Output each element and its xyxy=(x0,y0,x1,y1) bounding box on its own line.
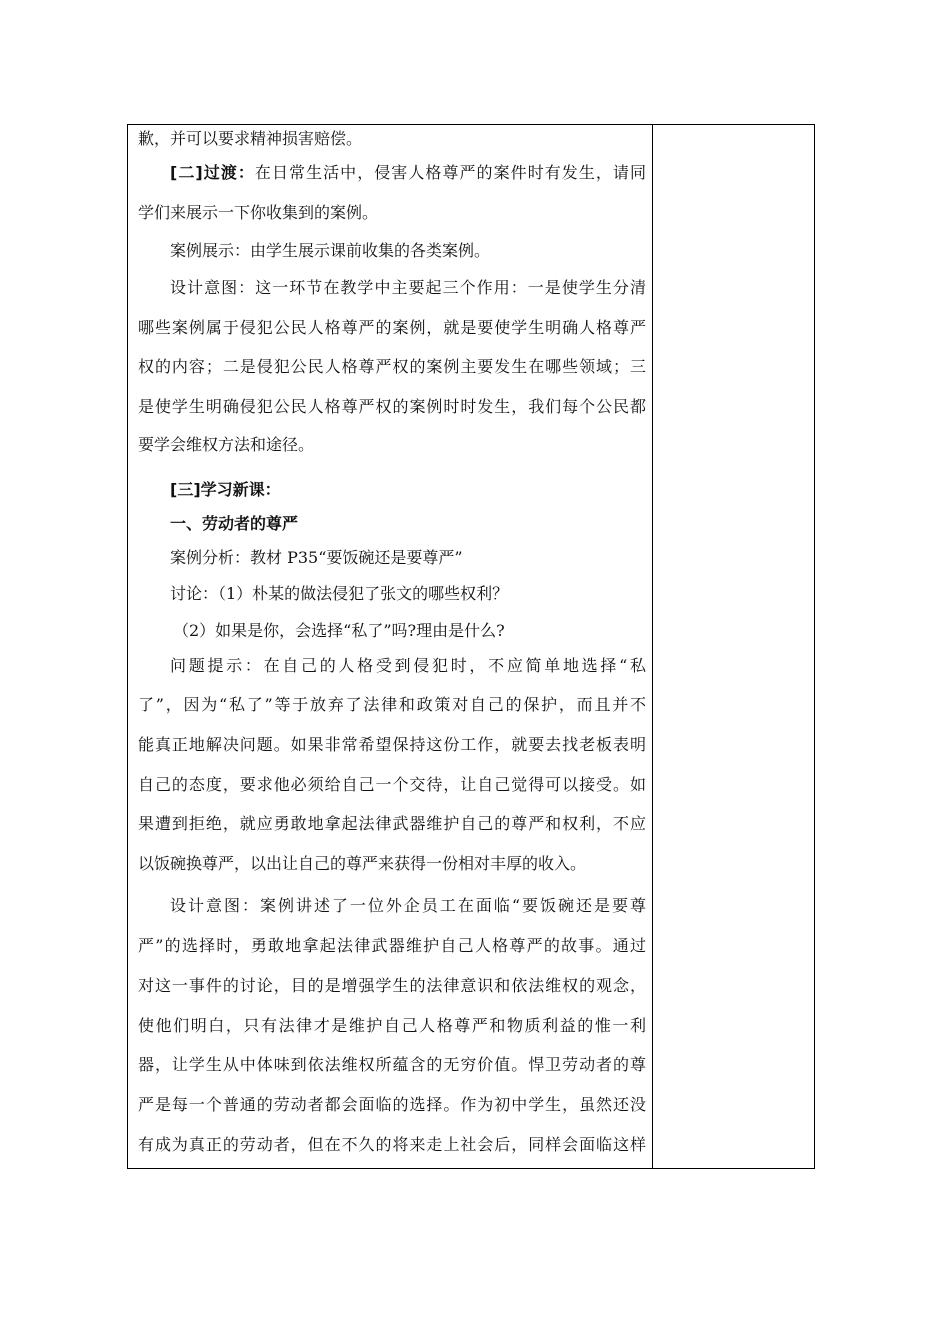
text-line: 问题提示：在自己的人格受到侵犯时，不应简单地选择“私 xyxy=(170,656,646,675)
text-line: 案例分析：教材 P35“要饭碗还是要尊严” xyxy=(170,548,463,567)
text-line: 有成为真正的劳动者，但在不久的将来走上社会后，同样会面临这样 xyxy=(138,1135,646,1154)
text-line: 严”的选择时，勇敢地拿起法律武器维护自己人格尊严的故事。通过 xyxy=(138,936,646,955)
text-line: 要学会维权方法和途径。 xyxy=(138,435,315,454)
text-line: 以饭碗换尊严，以出让自己的尊严来获得一份相对丰厚的收入。 xyxy=(138,854,587,873)
text-line: 哪些案例属于侵犯公民人格尊严的案例，就是要使学生明确人格尊严 xyxy=(138,318,646,337)
text-line: 歉，并可以要求精神损害赔偿。 xyxy=(138,129,363,148)
transition-line xyxy=(170,163,646,183)
text-line: 学们来展示一下你收集到的案例。 xyxy=(138,203,379,222)
text-line: 案例展示：由学生展示课前收集的各类案例。 xyxy=(170,241,491,260)
text-line: 器，让学生从中体味到依法维权所蕴含的无穷价值。悍卫劳动者的尊 xyxy=(138,1055,646,1074)
text-line: 设计意图：案例讲述了一位外企员工在面临“要饭碗还是要尊 xyxy=(170,896,646,915)
text-line: 严是每一个普通的劳动者都会面临的选择。作为初中学生，虽然还没 xyxy=(138,1095,646,1114)
text-line: 讨论：（1）朴某的做法侵犯了张文的哪些权利？ xyxy=(170,584,509,603)
text-line: 设计意图：这一环节在教学中主要起三个作用：一是使学生分清 xyxy=(170,278,646,297)
text-line: 了”，因为“私了”等于放弃了法律和政策对自己的保护，而且并不 xyxy=(138,695,646,714)
notes-cell xyxy=(653,125,814,1168)
text-line: 权的内容；二是侵犯公民人格尊严权的案例主要发生在哪些领域；三 xyxy=(138,357,646,376)
text-line: 自己的态度，要求他必须给自己一个交待，让自己觉得可以接受。如 xyxy=(138,775,646,794)
text-line: 能真正地解决问题。如果非常希望保持这份工作，就要去找老板表明 xyxy=(138,735,646,754)
text-line: 使他们明白，只有法律才是维护自己人格尊严和物质利益的惟一利 xyxy=(138,1016,646,1035)
subsection-heading: 一、劳动者的尊严 xyxy=(170,514,299,533)
transition-text: 在日常生活中，侵害人格尊严的案件时有发生，请同 xyxy=(254,163,646,182)
transition-label: [二]过渡： xyxy=(170,163,255,182)
text-line: 对这一事件的讨论，目的是增强学生的法律意识和依法维权的观念， xyxy=(138,976,646,995)
text-line: 果遭到拒绝，就应勇敢地拿起法律武器维护自己的尊严和权利，不应 xyxy=(138,814,646,833)
main-content-cell xyxy=(128,125,653,1168)
section-heading: [三]学习新课： xyxy=(170,480,281,499)
text-line: 是使学生明确侵犯公民人格尊严权的案例时时发生，我们每个公民都 xyxy=(138,397,646,416)
text-line: （2）如果是你，会选择“私了”吗?理由是什么? xyxy=(173,621,505,640)
lesson-plan-table xyxy=(127,124,815,1169)
